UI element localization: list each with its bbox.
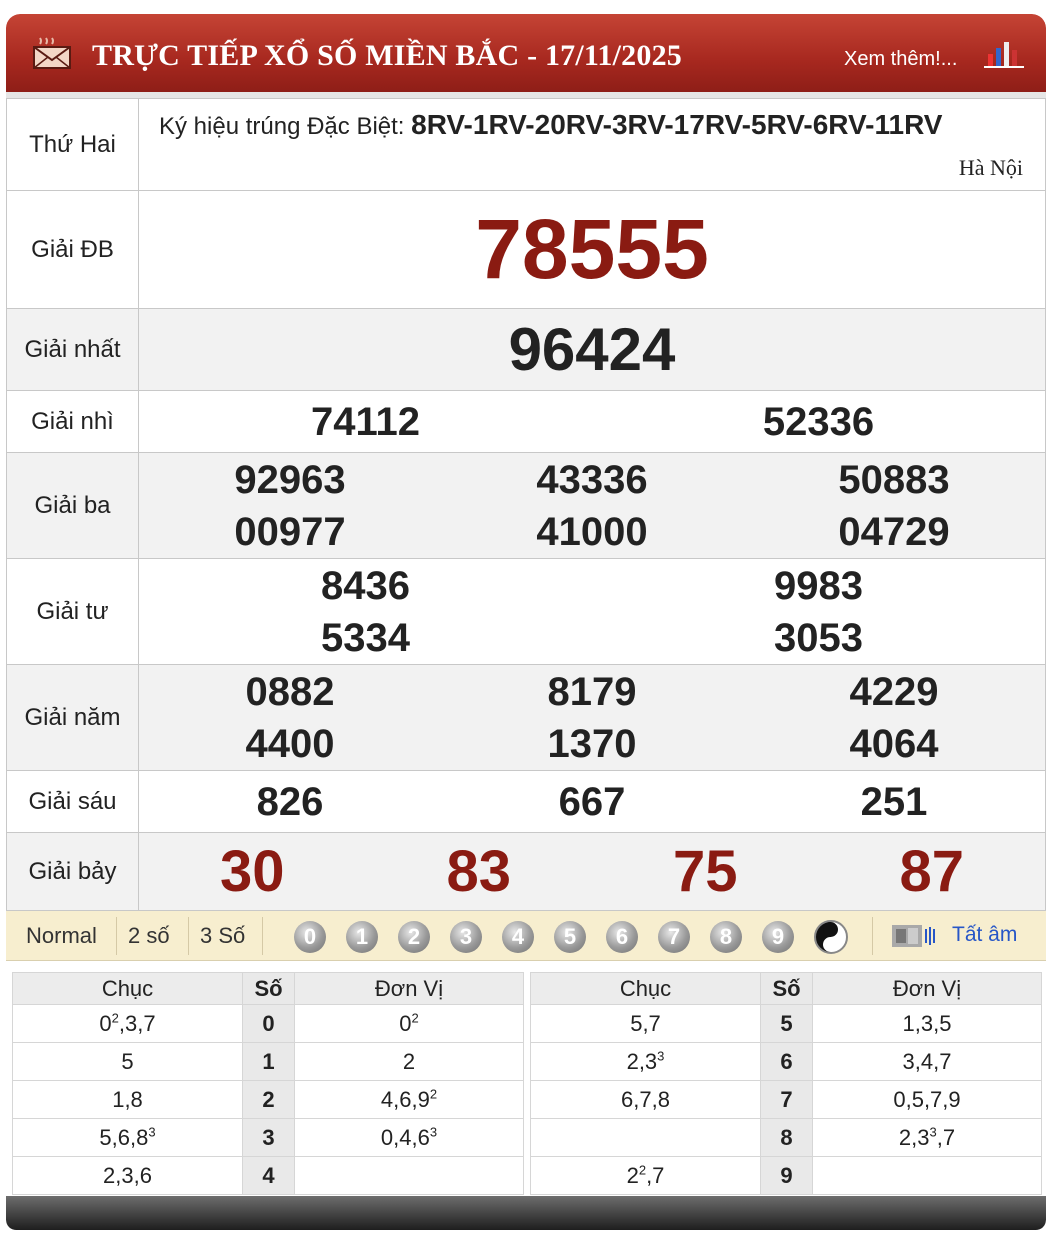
loto-cell-donvi: 4,6,9$^2$ — [295, 1081, 524, 1119]
prize-number: 52336 — [762, 399, 875, 444]
loto-cell-so: 2 — [243, 1081, 295, 1119]
yin-yang-icon[interactable] — [814, 920, 848, 954]
prize-number: 1370 — [547, 721, 637, 766]
digit-ball-3[interactable]: 3 — [450, 921, 482, 953]
loto-cell-chuc — [531, 1119, 761, 1157]
prize-label-ba: Giải ba — [7, 453, 139, 559]
option-3-so[interactable]: 3 Số — [200, 923, 246, 948]
table-row — [13, 1043, 524, 1081]
prize-label-sau: Giải sáu — [7, 771, 139, 833]
prize-number: 75 — [672, 838, 738, 904]
loto-table-left — [12, 972, 524, 1195]
day-label: Thứ Hai — [7, 99, 139, 191]
bar-chart-icon[interactable] — [984, 40, 1024, 68]
digit-ball-0[interactable]: 0 — [294, 921, 326, 953]
option-2-so[interactable]: 2 số — [128, 923, 170, 948]
prize-label-nhi: Giải nhì — [7, 391, 139, 453]
loto-cell-chuc: $0^2,3,7$ — [13, 1005, 243, 1043]
prize-label-nam: Giải năm — [7, 665, 139, 771]
loto-cell-chuc: 5 — [13, 1043, 243, 1081]
prize-label-db: Giải ĐB — [7, 191, 139, 309]
prize-ba-cell — [139, 453, 1046, 559]
prize-number: 00977 — [234, 509, 346, 554]
loto-cell-so: 7 — [761, 1081, 813, 1119]
prize-number: 9983 — [774, 563, 863, 608]
loto-table-right — [530, 972, 1042, 1195]
loto-cell-donvi: $2,3^3,7$ — [813, 1119, 1042, 1157]
prize-number: 41000 — [536, 509, 648, 554]
mail-icon — [32, 36, 72, 70]
prize-number: 4064 — [849, 721, 939, 766]
loto-tables — [12, 972, 1042, 1195]
loto-cell-donvi: 0,5,7,9 — [813, 1081, 1042, 1119]
table-row — [13, 1119, 524, 1157]
loto-cell-donvi: 1,3,5 — [813, 1005, 1042, 1043]
place-label: Hà Nội — [958, 154, 1023, 180]
loto-cell-chuc: 5,7 — [531, 1005, 761, 1043]
digit-ball-7[interactable]: 7 — [658, 921, 690, 953]
table-row — [531, 1157, 1042, 1195]
filter-toolbar — [6, 911, 1046, 961]
prize-number: 3053 — [774, 615, 863, 660]
table-row — [531, 1043, 1042, 1081]
loto-cell-so: 0 — [243, 1005, 295, 1043]
prize-db-number: 78555 — [139, 191, 1046, 309]
page-title: TRỰC TIẾP XỔ SỐ MIỀN BẮC - 17/11/2025 — [92, 39, 682, 72]
prize-number: 74112 — [310, 399, 421, 444]
prize-nhi-cell — [139, 391, 1046, 453]
prize-label-bay: Giải bảy — [7, 833, 139, 911]
loto-cell-so: 8 — [761, 1119, 813, 1157]
prize-number: 0882 — [245, 669, 335, 714]
prize-number: 8179 — [547, 669, 637, 714]
loto-cell-so: 1 — [243, 1043, 295, 1081]
prize-number: 87 — [899, 838, 964, 904]
digit-ball-5[interactable]: 5 — [554, 921, 586, 953]
digit-ball-9[interactable]: 9 — [762, 921, 794, 953]
footer-bar — [6, 1196, 1046, 1230]
table-row — [531, 1005, 1042, 1043]
loto-cell-donvi: 3,4,7 — [813, 1043, 1042, 1081]
divider — [116, 917, 117, 955]
divider — [262, 917, 263, 955]
loto-cell-donvi — [813, 1157, 1042, 1195]
loto-cell-chuc: $2^2,7$ — [531, 1157, 761, 1195]
prize-number: 4229 — [849, 669, 939, 714]
header-bar — [6, 14, 1046, 92]
col-header-so: Số — [761, 973, 813, 1005]
prize-number: 83 — [446, 838, 511, 904]
loto-cell-chuc: 5,6,8$^3$ — [13, 1119, 243, 1157]
col-header-so: Số — [243, 973, 295, 1005]
prize-number: 667 — [558, 779, 626, 824]
divider — [188, 917, 189, 955]
loto-cell-chuc: 6,7,8 — [531, 1081, 761, 1119]
col-header-chuc: Chục — [531, 973, 761, 1005]
prize-sau-cell — [139, 771, 1046, 833]
prize-label-tu: Giải tư — [7, 559, 139, 665]
prize-nam-cell — [139, 665, 1046, 771]
loto-cell-donvi: $0^2$ — [295, 1005, 524, 1043]
loto-cell-donvi: 0,4,6$^3$ — [295, 1119, 524, 1157]
mute-all-link[interactable]: Tất âm — [952, 923, 1018, 946]
digit-ball-2[interactable]: 2 — [398, 921, 430, 953]
loto-cell-donvi — [295, 1157, 524, 1195]
prize-number: 5334 — [321, 615, 410, 660]
loto-cell-chuc: 2,3,6 — [13, 1157, 243, 1195]
table-row — [531, 1119, 1042, 1157]
loto-cell-so: 5 — [761, 1005, 813, 1043]
table-row — [13, 1157, 524, 1195]
digit-ball-6[interactable]: 6 — [606, 921, 638, 953]
results-table — [6, 98, 1046, 911]
digit-ball-1[interactable]: 1 — [346, 921, 378, 953]
prize-number: 04729 — [838, 509, 950, 554]
table-row — [13, 1005, 524, 1043]
prize-label-nhat: Giải nhất — [7, 309, 139, 391]
special-symbol — [139, 109, 1045, 141]
table-row — [531, 1081, 1042, 1119]
see-more-link[interactable]: Xem thêm!... — [844, 48, 958, 70]
loto-cell-so: 4 — [243, 1157, 295, 1195]
prize-bay-cell — [139, 833, 1046, 911]
digit-ball-4[interactable]: 4 — [502, 921, 534, 953]
prize-tu-cell — [139, 559, 1046, 665]
prize-number: 4400 — [245, 721, 335, 766]
col-header-donvi: Đơn Vị — [813, 973, 1042, 1005]
loto-cell-so: 3 — [243, 1119, 295, 1157]
loto-cell-donvi: 2 — [295, 1043, 524, 1081]
digit-ball-8[interactable]: 8 — [710, 921, 742, 953]
prize-nhat-number: 96424 — [139, 309, 1046, 391]
table-row — [13, 1081, 524, 1119]
divider — [872, 917, 873, 955]
prize-number: 50883 — [838, 457, 950, 502]
option-normal[interactable]: Normal — [26, 923, 97, 948]
prize-number: 826 — [256, 779, 324, 824]
col-header-chuc: Chục — [13, 973, 243, 1005]
results-panel — [6, 14, 1046, 1230]
prize-number: 8436 — [321, 563, 410, 608]
prize-number: 251 — [860, 779, 928, 824]
loto-cell-chuc: 1,8 — [13, 1081, 243, 1119]
special-symbol-value: 8RV-1RV-20RV-3RV-17RV-5RV-6RV-11RV — [411, 108, 943, 140]
sound-icon[interactable] — [890, 923, 940, 949]
loto-cell-chuc: $2,3^3$ — [531, 1043, 761, 1081]
loto-cell-so: 6 — [761, 1043, 813, 1081]
prize-number: 43336 — [536, 457, 648, 502]
special-symbol-label: Ký hiệu trúng Đặc Biệt: — [159, 112, 405, 140]
prize-number: 30 — [219, 838, 285, 904]
special-symbol-cell — [139, 99, 1046, 191]
col-header-donvi: Đơn Vị — [295, 973, 524, 1005]
loto-cell-so: 9 — [761, 1157, 813, 1195]
prize-number: 92963 — [234, 457, 346, 502]
